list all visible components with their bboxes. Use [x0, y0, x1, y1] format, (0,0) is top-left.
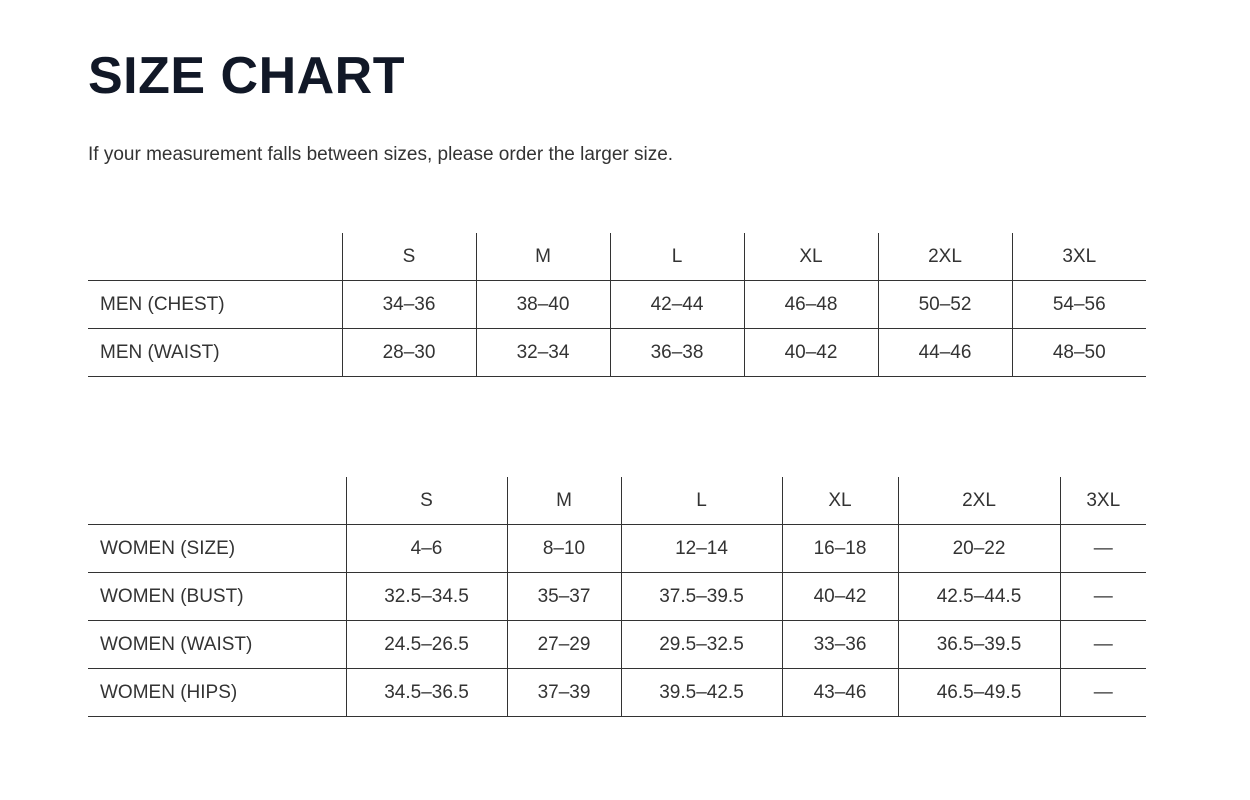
table-cell: 42–44 — [610, 281, 744, 329]
table-cell: 33–36 — [782, 621, 898, 669]
table-cell: 54–56 — [1012, 281, 1146, 329]
table-cell: 38–40 — [476, 281, 610, 329]
table-cell: 12–14 — [621, 525, 782, 573]
table-cell: 40–42 — [744, 329, 878, 377]
men-header-size: L — [610, 233, 744, 281]
table-cell: 29.5–32.5 — [621, 621, 782, 669]
men-header-size: M — [476, 233, 610, 281]
table-cell: 40–42 — [782, 573, 898, 621]
men-header-size: 2XL — [878, 233, 1012, 281]
table-cell: 32–34 — [476, 329, 610, 377]
table-cell: — — [1060, 621, 1146, 669]
women-header-size: XL — [782, 477, 898, 525]
men-header-size: 3XL — [1012, 233, 1146, 281]
men-header-size: S — [342, 233, 476, 281]
row-label: WOMEN (HIPS) — [88, 669, 346, 717]
table-cell: 27–29 — [507, 621, 621, 669]
table-cell: — — [1060, 669, 1146, 717]
women-header-corner — [88, 477, 346, 525]
table-cell: 34–36 — [342, 281, 476, 329]
women-header-size: M — [507, 477, 621, 525]
men-header-corner — [88, 233, 342, 281]
row-label: MEN (WAIST) — [88, 329, 342, 377]
row-label: WOMEN (BUST) — [88, 573, 346, 621]
table-cell: 39.5–42.5 — [621, 669, 782, 717]
table-cell: 4–6 — [346, 525, 507, 573]
page-title: SIZE CHART — [88, 47, 405, 105]
women-header-size: S — [346, 477, 507, 525]
women-header-size: 3XL — [1060, 477, 1146, 525]
table-cell: 46–48 — [744, 281, 878, 329]
table-cell: 36.5–39.5 — [898, 621, 1060, 669]
table-cell: 44–46 — [878, 329, 1012, 377]
table-row — [88, 621, 1146, 669]
women-header-row — [88, 477, 1146, 525]
women-size-table — [88, 477, 1146, 717]
table-cell: 20–22 — [898, 525, 1060, 573]
table-cell: 8–10 — [507, 525, 621, 573]
table-cell: 34.5–36.5 — [346, 669, 507, 717]
table-row — [88, 669, 1146, 717]
table-cell: 46.5–49.5 — [898, 669, 1060, 717]
table-row — [88, 281, 1146, 329]
table-cell: 42.5–44.5 — [898, 573, 1060, 621]
women-header-size: 2XL — [898, 477, 1060, 525]
men-header-row — [88, 233, 1146, 281]
table-cell: 28–30 — [342, 329, 476, 377]
page-subtitle: If your measurement falls between sizes, please order the larger size. — [88, 144, 674, 165]
table-cell: 50–52 — [878, 281, 1012, 329]
table-row — [88, 525, 1146, 573]
row-label: WOMEN (SIZE) — [88, 525, 346, 573]
table-cell: — — [1060, 525, 1146, 573]
table-cell: 16–18 — [782, 525, 898, 573]
table-cell: 35–37 — [507, 573, 621, 621]
men-size-table — [88, 233, 1146, 377]
table-cell: — — [1060, 573, 1146, 621]
table-cell: 43–46 — [782, 669, 898, 717]
women-header-size: L — [621, 477, 782, 525]
table-cell: 32.5–34.5 — [346, 573, 507, 621]
row-label: MEN (CHEST) — [88, 281, 342, 329]
row-label: WOMEN (WAIST) — [88, 621, 346, 669]
table-cell: 24.5–26.5 — [346, 621, 507, 669]
table-cell: 36–38 — [610, 329, 744, 377]
table-row — [88, 329, 1146, 377]
table-cell: 37.5–39.5 — [621, 573, 782, 621]
table-cell: 48–50 — [1012, 329, 1146, 377]
table-cell: 37–39 — [507, 669, 621, 717]
men-header-size: XL — [744, 233, 878, 281]
table-row — [88, 573, 1146, 621]
